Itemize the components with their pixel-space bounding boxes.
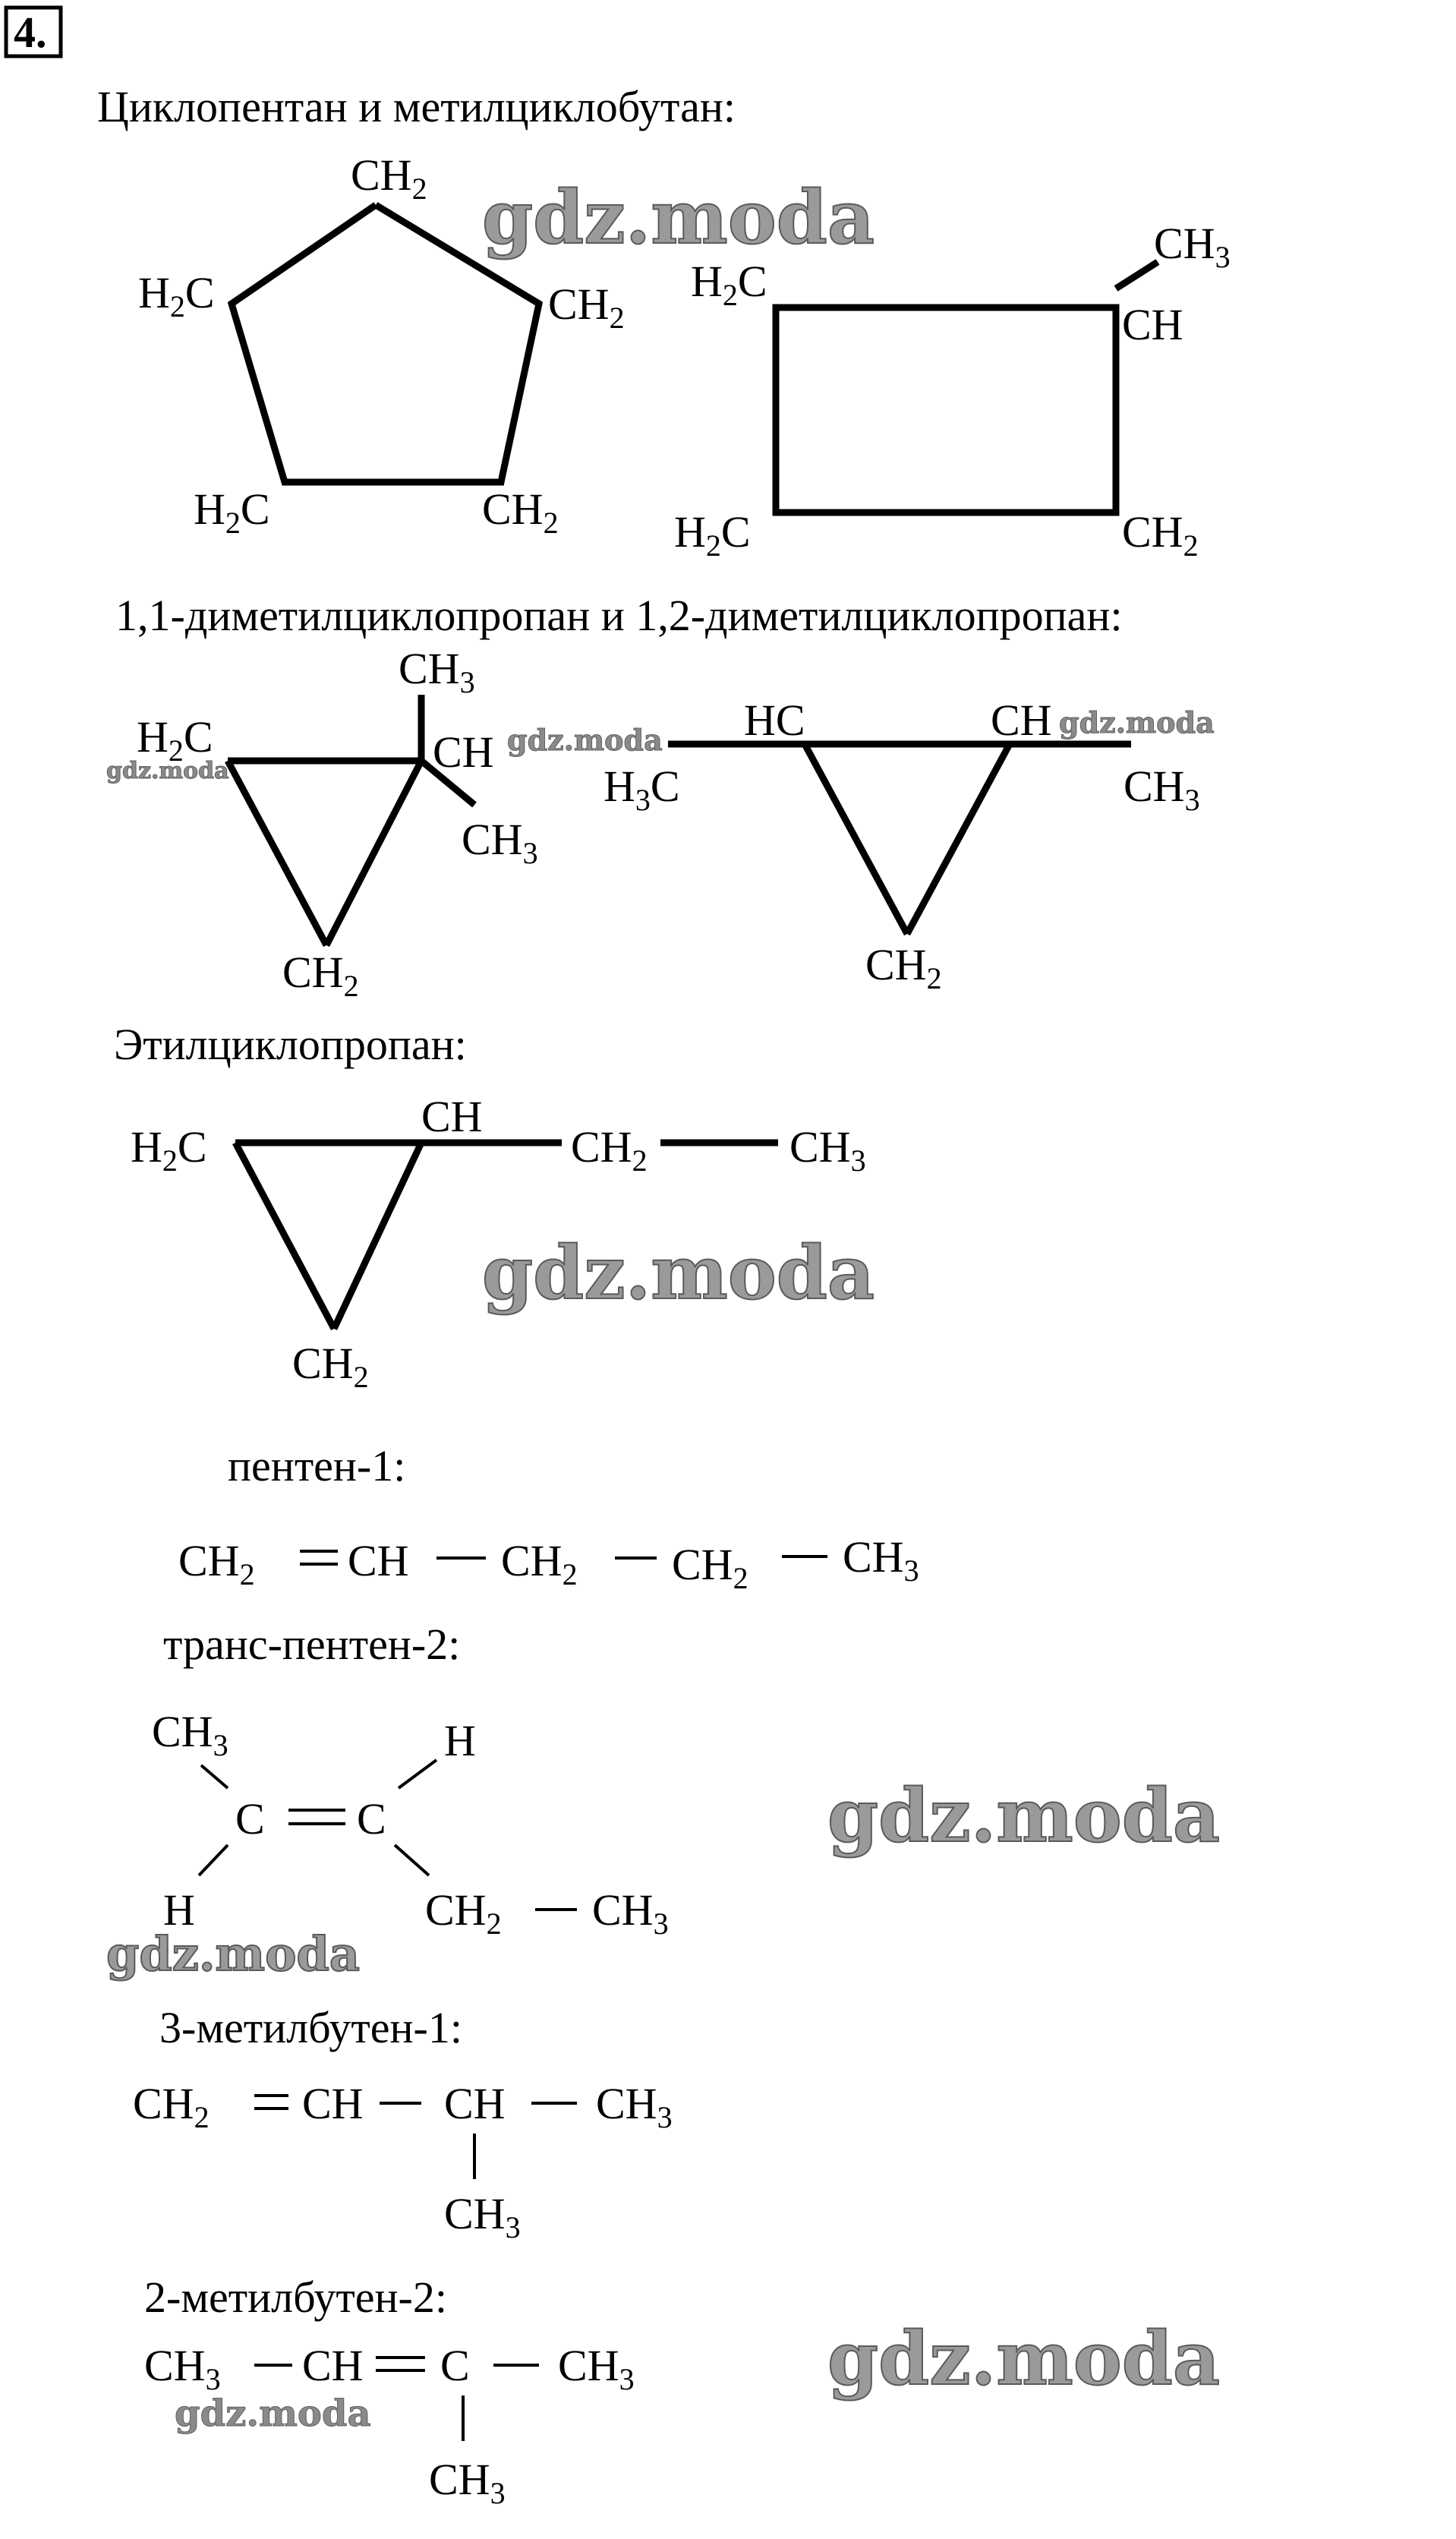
atom-h2c: $H_2C$ (194, 484, 270, 540)
3-methylbutene-1-structure (133, 2079, 673, 2244)
watermark-logo: gdz.moda (106, 1926, 360, 1982)
watermark-logo: gdz.moda (482, 1230, 875, 1316)
task-number: 4. (14, 8, 47, 57)
atom-c: C (357, 1794, 386, 1844)
atom-ch2: $CH_2$ (178, 1536, 255, 1591)
atom-ch2: $CH_2$ (425, 1885, 502, 1941)
pentene-1-structure (178, 1532, 919, 1595)
atom-ch: CH (302, 2079, 364, 2128)
methylcyclobutane-structure (674, 219, 1231, 563)
watermark-logo: gdz.moda (827, 1773, 1221, 1859)
atom-ch3: $CH_3$ (789, 1122, 866, 1178)
atom-ch3: $CH_3$ (399, 644, 475, 699)
atom-h: H (444, 1716, 476, 1765)
atom-ch2: $CH_2$ (282, 948, 359, 1003)
atom-ch: CH (302, 2341, 364, 2390)
atom-hc: HC (744, 695, 805, 745)
atom-ch: CH (1122, 300, 1183, 349)
dimethylcyclopropane-12-structure (604, 695, 1200, 995)
atom-ch2: $CH_2$ (501, 1536, 578, 1591)
atom-ch3: $CH_3$ (558, 2341, 635, 2396)
watermark-logo: gdz.moda (106, 758, 229, 784)
atom-ch: CH (433, 727, 494, 777)
atom-ch3: $CH_3$ (144, 2341, 221, 2396)
atom-ch: CH (991, 695, 1052, 745)
watermark-logo: gdz.moda (507, 723, 663, 757)
trans-pentene-2-structure (152, 1707, 669, 1941)
atom-c: C (235, 1794, 265, 1844)
atom-ch: CH (444, 2079, 506, 2128)
atom-ch2: $CH_2$ (865, 940, 942, 995)
atom-ch3: $CH_3$ (152, 1707, 228, 1762)
atom-ch2: $CH_2$ (571, 1122, 648, 1178)
atom-ch3: $CH_3$ (1154, 219, 1231, 274)
heading-cyclopentane: Циклопентан и метилциклобутан: (97, 82, 736, 131)
watermark-logo: gdz.moda (827, 2316, 1221, 2402)
atom-h2c: $H_2C$ (674, 507, 751, 563)
heading-trans-pentene-2: транс-пентен-2: (163, 1620, 461, 1669)
atom-ch2: $CH_2$ (548, 279, 625, 335)
atom-ch3: $CH_3$ (429, 2455, 506, 2510)
atom-h2c: $H_2C$ (137, 712, 213, 768)
atom-ch2: $CH_2$ (292, 1339, 369, 1394)
atom-ch3: $CH_3$ (596, 2079, 673, 2134)
dimethylcyclopropane-11-structure (137, 644, 538, 1003)
atom-ch: CH (421, 1092, 483, 1141)
atom-ch2: $CH_2$ (672, 1540, 748, 1595)
heading-pentene-1: пентен-1: (228, 1441, 406, 1490)
watermark-logo: gdz.moda (175, 2392, 371, 2435)
heading-ethylcyclopropane: Этилциклопропан: (114, 1020, 467, 1069)
atom-ch2: $CH_2$ (133, 2079, 210, 2134)
watermark-logo: gdz.moda (1059, 705, 1215, 740)
atom-h2c: $H_2C$ (138, 268, 215, 323)
atom-h2c: $H_2C$ (691, 257, 767, 312)
heading-dimethylcyclopropane: 1,1-диметилциклопропан и 1,2-диметилциклопропан: (115, 591, 1123, 640)
atom-ch3: $CH_3$ (462, 815, 538, 870)
watermark-logo: gdz.moda (482, 175, 875, 260)
atom-ch3: $CH_3$ (592, 1885, 669, 1941)
atom-ch3: $CH_3$ (843, 1532, 919, 1588)
atom-c: C (440, 2341, 470, 2390)
atom-ch2: $CH_2$ (482, 484, 559, 540)
atom-ch: CH (348, 1536, 409, 1585)
heading-3-methylbutene-1: 3-метилбутен-1: (159, 2003, 462, 2052)
atom-ch2: $CH_2$ (1122, 507, 1199, 563)
atom-h: H (163, 1885, 195, 1935)
atom-ch3: $CH_3$ (1124, 762, 1200, 817)
heading-2-methylbutene-2: 2-метилбутен-2: (144, 2272, 447, 2322)
atom-ch3: $CH_3$ (444, 2189, 521, 2244)
atom-ch2: $CH_2$ (351, 150, 427, 206)
atom-h2c: $H_2C$ (131, 1122, 207, 1178)
atom-h3c: $H_3C$ (604, 762, 680, 817)
